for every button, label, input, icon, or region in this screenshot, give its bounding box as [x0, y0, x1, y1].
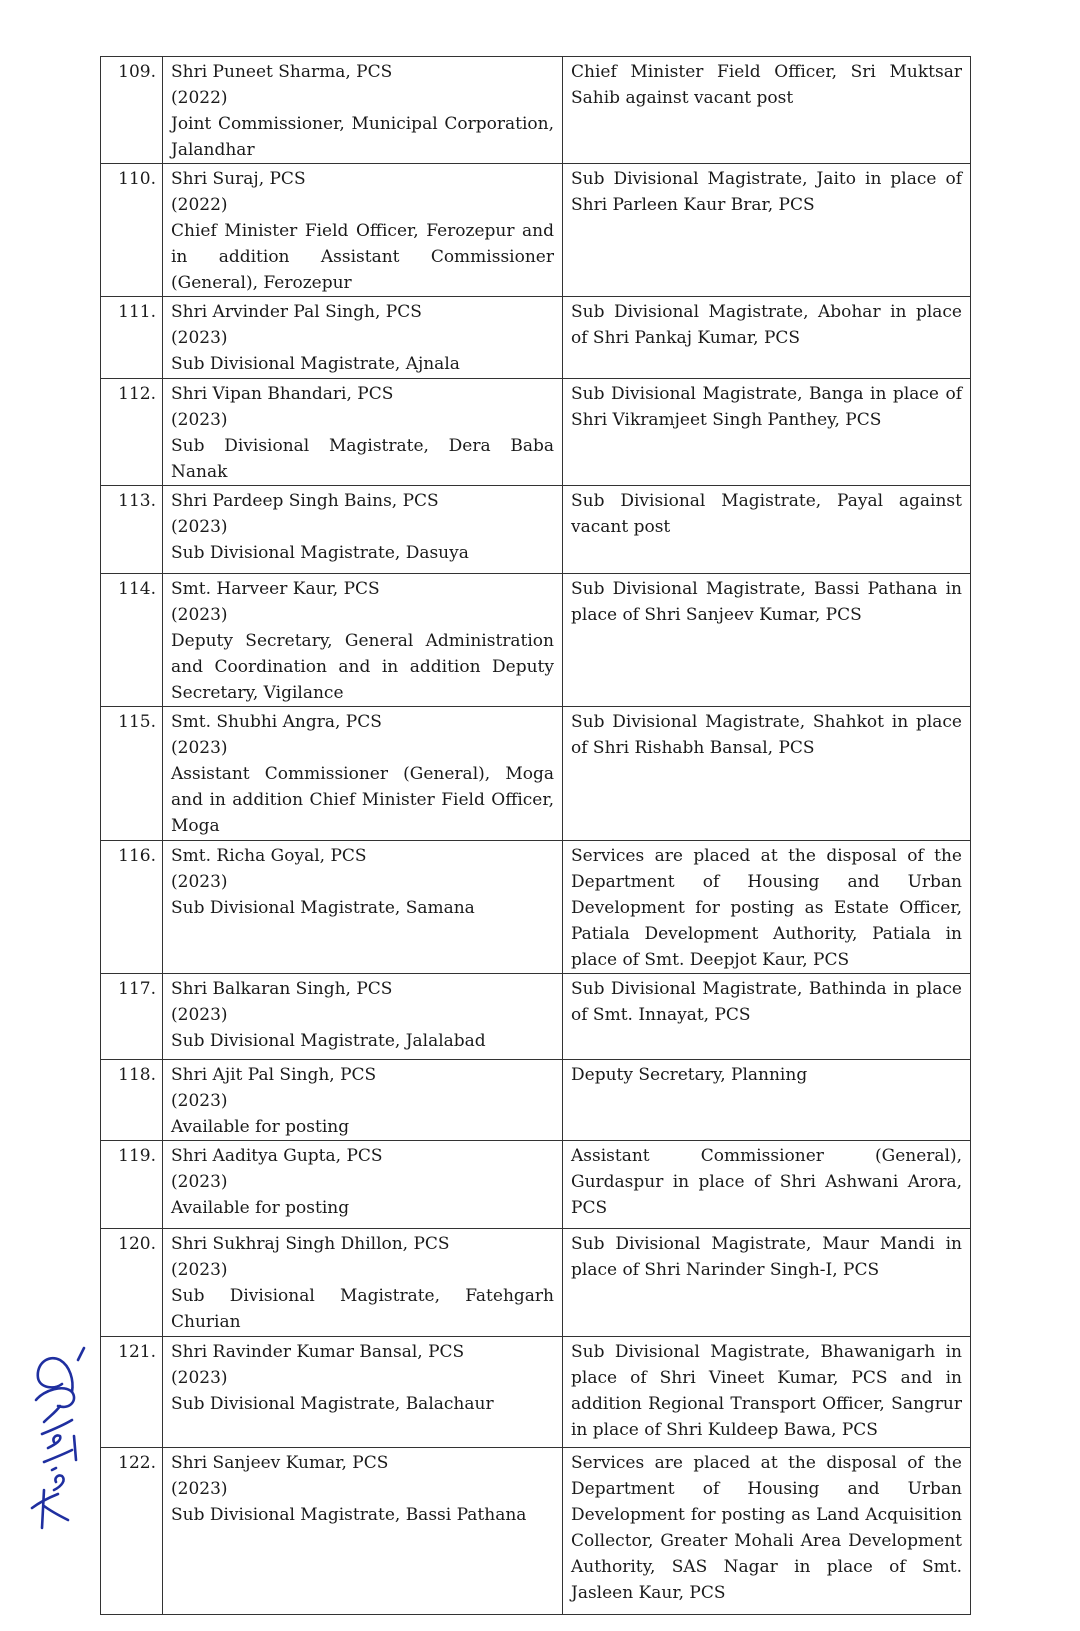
officer-batch-year: (2023) — [171, 1368, 228, 1388]
serial-number: 117. — [101, 974, 163, 1060]
officer-batch-year: (2023) — [171, 872, 228, 892]
serial-number: 115. — [101, 707, 163, 841]
officer-batch-year: (2022) — [171, 195, 228, 215]
officer-current-post: Chief Minister Field Officer, Ferozepur and in addition Assistant Commissioner (General), Ferozepur — [171, 221, 554, 293]
table-row — [101, 1141, 971, 1229]
serial-number: 120. — [101, 1229, 163, 1337]
officer-batch-year: (2022) — [171, 88, 228, 108]
serial-number: 116. — [101, 841, 163, 974]
officer-current-post: Assistant Commissioner (General), Moga and in addition Chief Minister Field Officer, Moga — [171, 764, 554, 836]
officer-name: Shri Vipan Bhandari, PCS — [171, 384, 394, 404]
table-row — [101, 1229, 971, 1337]
table-row — [101, 486, 971, 574]
officer-cell — [163, 57, 563, 164]
new-posting: Sub Divisional Magistrate, Shahkot in place of Shri Rishabh Bansal, PCS — [563, 707, 971, 841]
officer-name: Smt. Shubhi Angra, PCS — [171, 712, 382, 732]
officer-current-post: Available for posting — [171, 1117, 350, 1137]
officer-batch-year: (2023) — [171, 1172, 228, 1192]
serial-number: 122. — [101, 1448, 163, 1615]
officer-current-post: Sub Divisional Magistrate, Dasuya — [171, 543, 469, 563]
table-row — [101, 974, 971, 1060]
officer-current-post: Sub Divisional Magistrate, Fatehgarh Churian — [171, 1286, 554, 1332]
officer-name: Shri Ravinder Kumar Bansal, PCS — [171, 1342, 465, 1362]
serial-number: 112. — [101, 379, 163, 486]
officer-name: Shri Suraj, PCS — [171, 169, 306, 189]
officer-current-post: Deputy Secretary, General Administration and Coordination and in addition Deputy Secretary, Vigilance — [171, 631, 554, 703]
officer-name: Shri Puneet Sharma, PCS — [171, 62, 393, 82]
table-row — [101, 841, 971, 974]
officer-cell — [163, 1229, 563, 1337]
officer-cell — [163, 707, 563, 841]
new-posting: Services are placed at the disposal of the Department of Housing and Urban Development for posting as Land Acquisition Collector, Greater Mohali Area Development Authority, SAS Nagar in place of Smt. Jasleen Kaur, PCS — [563, 1448, 971, 1615]
serial-number: 118. — [101, 1060, 163, 1141]
officer-name: Shri Arvinder Pal Singh, PCS — [171, 302, 422, 322]
new-posting: Sub Divisional Magistrate, Jaito in place of Shri Parleen Kaur Brar, PCS — [563, 164, 971, 297]
officer-cell — [163, 841, 563, 974]
officer-current-post: Sub Divisional Magistrate, Bassi Pathana — [171, 1505, 527, 1525]
serial-number: 114. — [101, 574, 163, 707]
officer-name: Shri Pardeep Singh Bains, PCS — [171, 491, 439, 511]
new-posting: Sub Divisional Magistrate, Abohar in place of Shri Pankaj Kumar, PCS — [563, 297, 971, 379]
officer-batch-year: (2023) — [171, 1091, 228, 1111]
officer-current-post: Joint Commissioner, Municipal Corporation, Jalandhar — [171, 114, 554, 160]
table-row — [101, 574, 971, 707]
officer-name: Shri Ajit Pal Singh, PCS — [171, 1065, 377, 1085]
officer-cell — [163, 164, 563, 297]
new-posting: Sub Divisional Magistrate, Bathinda in place of Smt. Innayat, PCS — [563, 974, 971, 1060]
new-posting: Sub Divisional Magistrate, Banga in place of Shri Vikramjeet Singh Panthey, PCS — [563, 379, 971, 486]
officer-name: Shri Balkaran Singh, PCS — [171, 979, 393, 999]
officer-current-post: Available for posting — [171, 1198, 350, 1218]
officer-current-post: Sub Divisional Magistrate, Dera Baba Nanak — [171, 436, 554, 482]
officer-batch-year: (2023) — [171, 1005, 228, 1025]
serial-number: 109. — [101, 57, 163, 164]
handwritten-signature — [14, 1340, 94, 1540]
officer-current-post: Sub Divisional Magistrate, Jalalabad — [171, 1031, 486, 1051]
serial-number: 111. — [101, 297, 163, 379]
table-row — [101, 1448, 971, 1615]
table-row — [101, 164, 971, 297]
officer-current-post: Sub Divisional Magistrate, Balachaur — [171, 1394, 494, 1414]
officer-current-post: Sub Divisional Magistrate, Samana — [171, 898, 475, 918]
serial-number: 121. — [101, 1337, 163, 1448]
new-posting: Assistant Commissioner (General), Gurdaspur in place of Shri Ashwani Arora, PCS — [563, 1141, 971, 1229]
table-row — [101, 1337, 971, 1448]
table-row — [101, 707, 971, 841]
table-row — [101, 379, 971, 486]
officer-name: Shri Sanjeev Kumar, PCS — [171, 1453, 389, 1473]
officer-cell — [163, 486, 563, 574]
officer-name: Shri Aaditya Gupta, PCS — [171, 1146, 383, 1166]
officer-batch-year: (2023) — [171, 605, 228, 625]
officer-batch-year: (2023) — [171, 328, 228, 348]
officer-cell — [163, 297, 563, 379]
officer-name: Shri Sukhraj Singh Dhillon, PCS — [171, 1234, 450, 1254]
table-row — [101, 297, 971, 379]
table-row — [101, 57, 971, 164]
officer-batch-year: (2023) — [171, 1479, 228, 1499]
serial-number: 113. — [101, 486, 163, 574]
officer-name: Smt. Richa Goyal, PCS — [171, 846, 367, 866]
new-posting: Sub Divisional Magistrate, Maur Mandi in place of Shri Narinder Singh-I, PCS — [563, 1229, 971, 1337]
officer-cell — [163, 974, 563, 1060]
serial-number: 110. — [101, 164, 163, 297]
officer-cell — [163, 379, 563, 486]
officer-batch-year: (2023) — [171, 1260, 228, 1280]
transfer-order-table — [100, 56, 971, 1615]
new-posting: Services are placed at the disposal of the Department of Housing and Urban Development for posting as Estate Officer, Patiala Development Authority, Patiala in place of Smt. Deepjot Kaur, PCS — [563, 841, 971, 974]
officer-current-post: Sub Divisional Magistrate, Ajnala — [171, 354, 460, 374]
new-posting: Sub Divisional Magistrate, Bhawanigarh in place of Shri Vineet Kumar, PCS and in addition Regional Transport Officer, Sangrur in place of Shri Kuldeep Bawa, PCS — [563, 1337, 971, 1448]
new-posting: Sub Divisional Magistrate, Payal against vacant post — [563, 486, 971, 574]
officer-cell — [163, 1448, 563, 1615]
officer-cell — [163, 1060, 563, 1141]
serial-number: 119. — [101, 1141, 163, 1229]
officer-batch-year: (2023) — [171, 738, 228, 758]
officer-cell — [163, 1141, 563, 1229]
officer-name: Smt. Harveer Kaur, PCS — [171, 579, 380, 599]
officer-batch-year: (2023) — [171, 410, 228, 430]
officer-cell — [163, 1337, 563, 1448]
table-row — [101, 1060, 971, 1141]
officer-cell — [163, 574, 563, 707]
new-posting: Chief Minister Field Officer, Sri Muktsar Sahib against vacant post — [563, 57, 971, 164]
new-posting: Sub Divisional Magistrate, Bassi Pathana in place of Shri Sanjeev Kumar, PCS — [563, 574, 971, 707]
new-posting: Deputy Secretary, Planning — [563, 1060, 971, 1141]
officer-batch-year: (2023) — [171, 517, 228, 537]
